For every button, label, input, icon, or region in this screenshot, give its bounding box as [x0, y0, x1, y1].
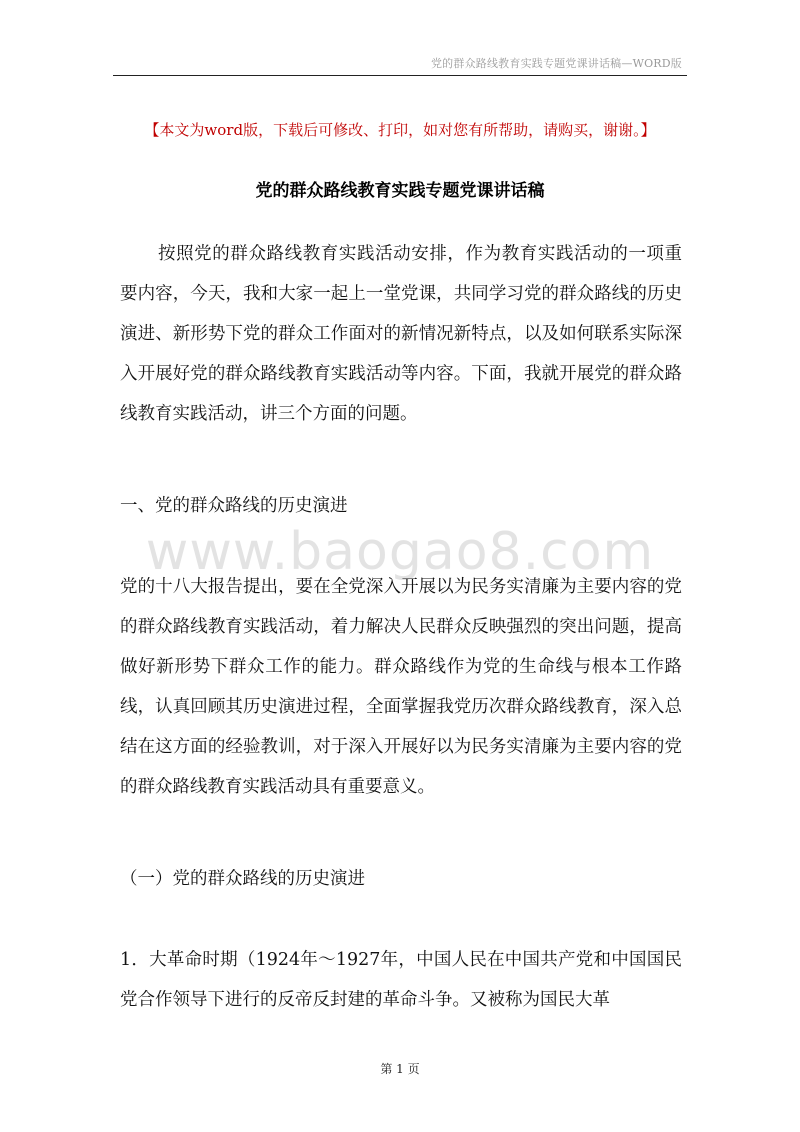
numbered-paragraph: 1．大革命时期（1924年～1927年，中国人民在中国共产党和中国国民党合作领导下进行的反帝反封建的革命斗争。又被称为国民大革 — [120, 950, 682, 1010]
page-number: 第 1 页 — [380, 1062, 420, 1076]
watermark: www.baogao8.com — [145, 522, 655, 582]
document-title: 党的群众路线教育实践专题党课讲话稿 — [255, 181, 545, 201]
history-paragraph: 党的十八大报告提出，要在全党深入开展以为民务实清廉为主要内容的党的群众路线教育实践活动，着力解决人民群众反映强烈的突出问题，提高做好新形势下群众工作的能力。群众路线作为党的生命线与根本工作路线，认真回顾其历史演进过程，全面掌握我党历次群众路线教育，深入总结在这方面的经验教训，对于深入开展好以为民务实清廉为主要内容的党的群众路线教育实践活动具有重要意义。 — [120, 577, 682, 797]
intro-paragraph: 按照党的群众路线教育实践活动安排，作为教育实践活动的一项重要内容，今天，我和大家一起上一堂党课，共同学习党的群众路线的历史演进、新形势下党的群众工作面对的新情况新特点，以及如何联系实际深入开展好党的群众路线教育实践活动等内容。下面，我就开展党的群众路线教育实践活动，讲三个方面的问题。 — [120, 244, 682, 424]
section-heading: 一、党的群众路线的历史演进 — [120, 496, 348, 516]
running-header: 党的群众路线教育实践专题党课讲话稿—WORD版 — [430, 57, 682, 70]
header-divider — [113, 75, 687, 76]
purchase-notice: 【本文为word版，下载后可修改、打印，如对您有所帮助，请购买，谢谢。】 — [144, 121, 656, 139]
subsection-heading: （一）党的群众路线的历史演进 — [120, 869, 365, 889]
